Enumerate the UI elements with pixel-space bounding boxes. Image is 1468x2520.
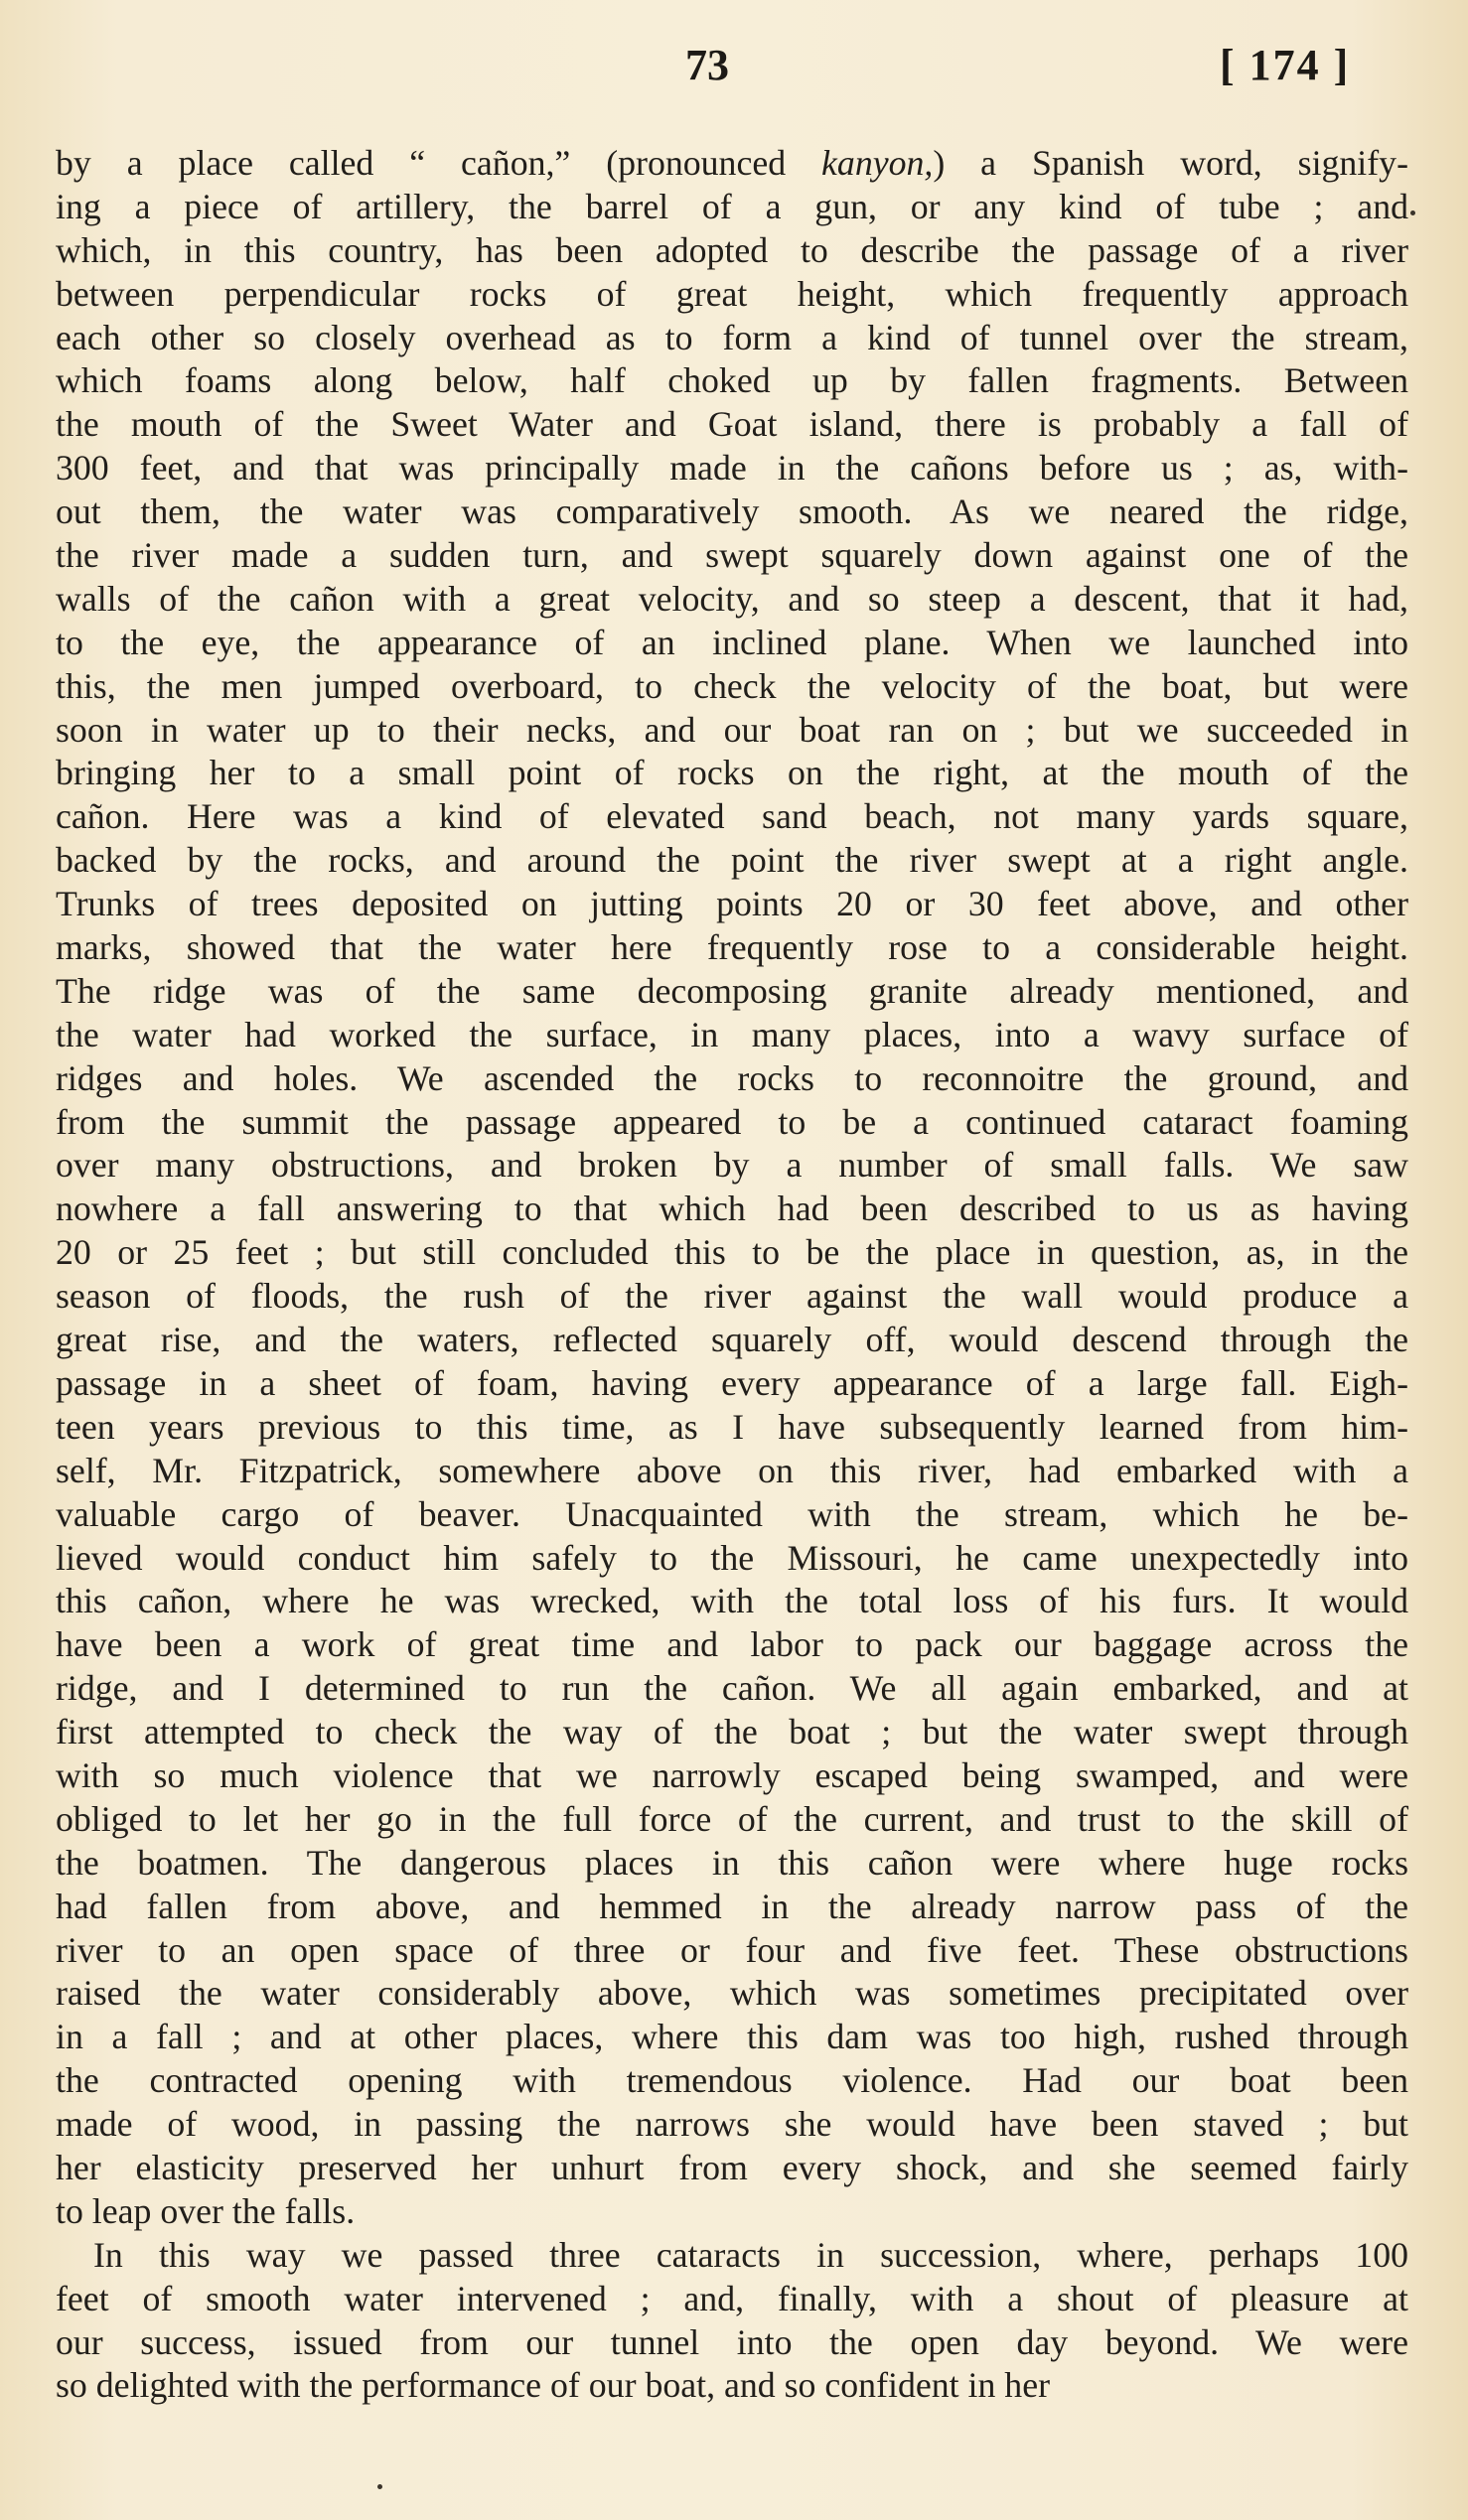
text-line: made of wood, in passing the narrows she would have been staved ; but [56, 2104, 1408, 2145]
text-line: the mouth of the Sweet Water and Goat island, there is probably a fall of [56, 404, 1408, 445]
text-line: soon in water up to their necks, and our boat ran on ; but we succeeded in [56, 709, 1408, 750]
text-line: bringing her to a small point of rocks on the right, at the mouth of the [56, 753, 1408, 793]
text-line: the boatmen. The dangerous places in this cañon were where huge rocks [56, 1842, 1408, 1883]
bottom-speck [377, 2484, 382, 2489]
text-line: to leap over the falls. [56, 2190, 356, 2231]
text-line: this cañon, where he was wrecked, with the total loss of his furs. It would [56, 1581, 1408, 1621]
text-line: to the eye, the appearance of an inclined plane. When we launched into [56, 622, 1408, 662]
text-line: cañon. Here was a kind of elevated sand beach, not many yards square, [56, 796, 1408, 837]
text-line: the water had worked the surface, in many places, into a wavy surface of [56, 1014, 1408, 1054]
text-line: her elasticity preserved her unhurt from every shock, and she seemed fairly [56, 2147, 1408, 2187]
text-line: have been a work of great time and labor to pack our baggage across the [56, 1624, 1408, 1665]
margin-speck [1410, 210, 1415, 215]
text-line: walls of the cañon with a great velocity, and so steep a descent, that it had, [56, 578, 1408, 619]
text-line: river to an open space of three or four and five feet. These obstructions [56, 1929, 1408, 1970]
text-line: 300 feet, and that was principally made in the cañons before us ; as, with- [56, 448, 1408, 489]
page-header [0, 40, 1468, 109]
text-line: feet of smooth water intervened ; and, finally, with a shout of pleasure at [56, 2278, 1408, 2318]
text-line: over many obstructions, and broken by a number of small falls. We saw [56, 1145, 1408, 1186]
text-line: with so much violence that we narrowly escaped being swamped, and were [56, 1754, 1408, 1795]
text-line: ridge, and I determined to run the cañon. We all again embarked, and at [56, 1668, 1408, 1709]
text-line: 20 or 25 feet ; but still concluded this to be the place in question, as, in the [56, 1232, 1408, 1273]
text-line: this, the men jumped overboard, to check the velocity of the boat, but were [56, 665, 1408, 706]
text-line: the river made a sudden turn, and swept squarely down against one of the [56, 535, 1408, 576]
text-line: which, in this country, has been adopted to describe the passage of a river [56, 229, 1408, 270]
text-line: raised the water considerably above, which was sometimes precipitated over [56, 1973, 1408, 2014]
body-text [56, 142, 1408, 2408]
text-line: season of floods, the rush of the river against the wall would produce a [56, 1276, 1408, 1317]
text-line: marks, showed that the water here frequently rose to a considerable height. [56, 927, 1408, 968]
text-line: self, Mr. Fitzpatrick, somewhere above on this river, had embarked with a [56, 1450, 1408, 1490]
text-line: out them, the water was comparatively smooth. As we neared the ridge, [56, 491, 1408, 532]
text-line: valuable cargo of beaver. Unacquainted with the stream, which he be- [56, 1493, 1408, 1534]
text-line: each other so closely overhead as to form a kind of tunnel over the stream, [56, 317, 1408, 357]
text-line: had fallen from above, and hemmed in the already narrow pass of the [56, 1886, 1408, 1926]
text-line: in a fall ; and at other places, where this dam was too high, rushed through [56, 2017, 1408, 2057]
text-line: between perpendicular rocks of great height, which frequently approach [56, 273, 1408, 314]
text-line: so delighted with the performance of our boat, and so confident in her [56, 2365, 1051, 2406]
text-line: passage in a sheet of foam, having every appearance of a large fall. Eigh- [56, 1362, 1408, 1403]
text-line: obliged to let her go in the full force of the current, and trust to the skill of [56, 1798, 1408, 1839]
text-line: nowhere a fall answering to that which had been described to us as having [56, 1189, 1408, 1229]
signature-mark: [ 174 ] [1220, 41, 1351, 89]
text-line: our success, issued from our tunnel into the open day beyond. We were [56, 2321, 1408, 2362]
text-line: lieved would conduct him safely to the Missouri, he came unexpectedly into [56, 1537, 1408, 1578]
text-line: ridges and holes. We ascended the rocks to reconnoitre the ground, and [56, 1057, 1408, 1098]
text-line: backed by the rocks, and around the point the river swept at a right angle. [56, 840, 1408, 881]
text-line: great rise, and the waters, reflected squarely off, would descend through the [56, 1320, 1408, 1360]
text-line: from the summit the passage appeared to be a continued cataract foaming [56, 1101, 1408, 1142]
text-line: which foams along below, half choked up by fallen fragments. Between [56, 360, 1408, 401]
text-line: ing a piece of artillery, the barrel of a gun, or any kind of tube ; and [56, 186, 1408, 226]
text-line: Trunks of trees deposited on jutting points 20 or 30 feet above, and other [56, 884, 1408, 924]
text-line: by a place called “ cañon,” (pronounced kanyon,) a Spanish word, signify- [56, 143, 1408, 183]
text-line: the contracted opening with tremendous violence. Had our boat been [56, 2060, 1408, 2101]
text-line: first attempted to check the way of the boat ; but the water swept through [56, 1712, 1408, 1752]
page-number: 73 [685, 41, 729, 89]
text-line: The ridge was of the same decomposing granite already mentioned, and [56, 970, 1408, 1011]
text-line: teen years previous to this time, as I have subsequently learned from him- [56, 1406, 1408, 1447]
text-line: In this way we passed three cataracts in succession, where, perhaps 100 [93, 2234, 1408, 2275]
